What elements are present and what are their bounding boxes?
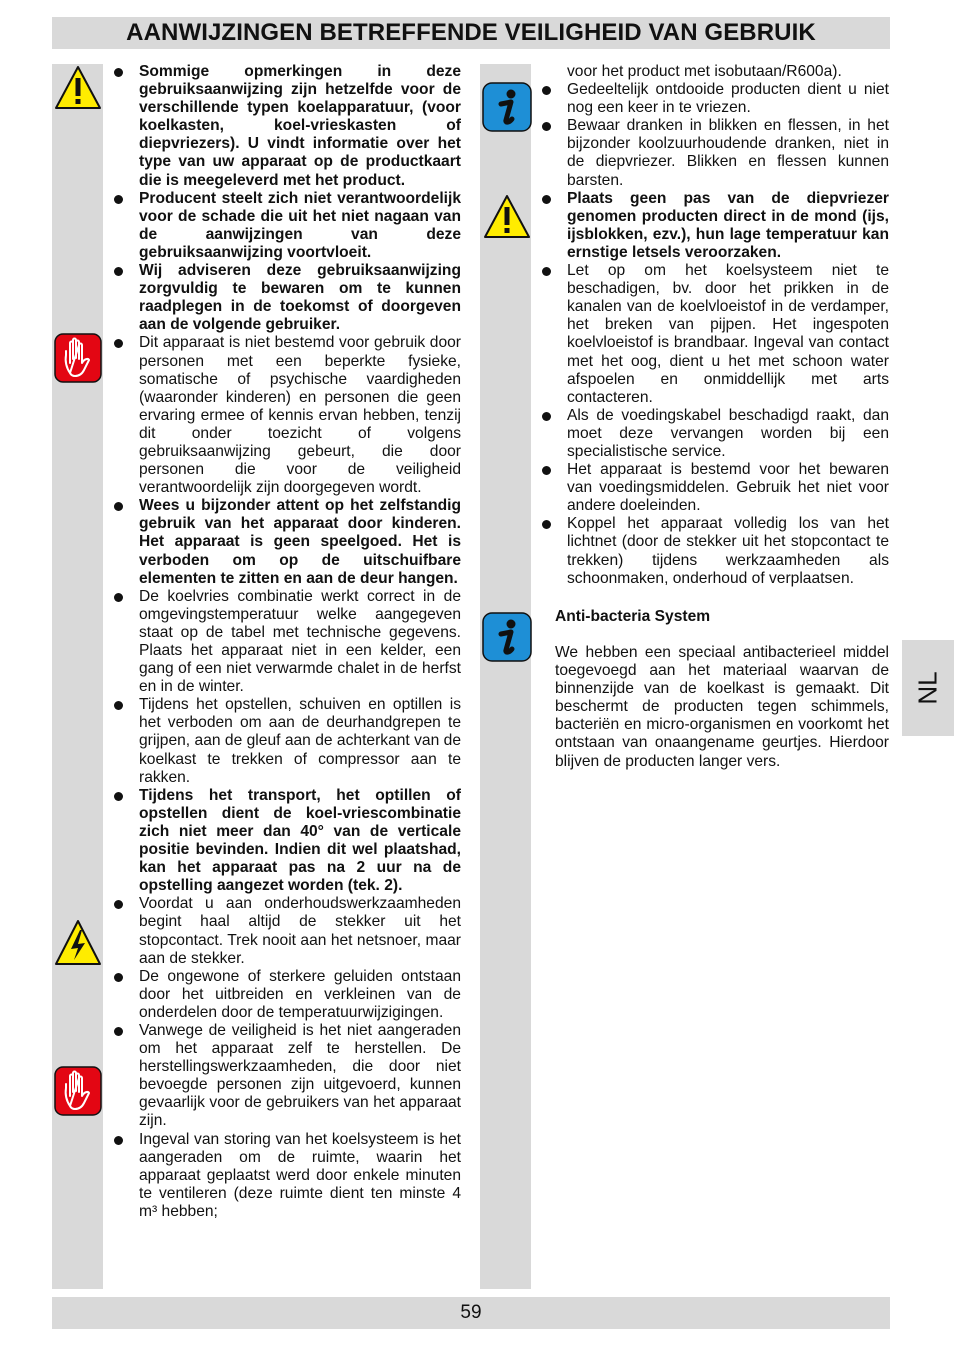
list-item: Producent steelt zich niet verantwoordelijk voor de schade die uit het niet nagaan van de aanwijzingen van deze gebruiksaanwijzing voortvloeit. — [114, 190, 461, 262]
list-item: Ingeval van storing van het koelsysteem is het aangeraden om de ruimte, waarin het apparaat geplaatst werd door enkele minuten te ventileren (deze ruimte dient ten minste 4 m³ hebben; — [114, 1131, 461, 1221]
language-tab — [902, 640, 954, 736]
list-item: Let op om het koelsysteem niet te beschadigen, bv. door het prikken in de kanalen van de koelvloeistof in de verdamper, het breken van pijpen. Het ingespoten koelvloeistof is brandbaar. Ingeval van contact met het oog, dient u het met schoon water afspoelen en onmiddellijk met arts contacteren. — [542, 262, 889, 407]
list-item: Voordat u aan onderhoudswerkzaamheden begint haal altijd de stekker uit het stopcontact. Trek nooit aan het netsnoer, maar aan de stekker. — [114, 895, 461, 967]
right-icon-strip — [480, 64, 531, 1289]
list-item: De ongewone of sterkere geluiden ontstaan door het uitbreiden en verkleinen van de onderdelen door de temperatuurwijzigingen. — [114, 968, 461, 1022]
stop-hand-icon — [54, 1066, 102, 1116]
info-icon — [482, 612, 532, 662]
list-item: Tijdens het transport, het optillen of opstellen dient de koel-vriescombinatie zich niet meer dan 40° van de verticale positie bevinden. Indien dit wel plaatshad, kan het apparaat pas na 2 uur na de opstelling aangezet worden (tek. 2). — [114, 787, 461, 896]
warning-icon — [54, 64, 102, 112]
list-item: De koelvries combinatie werkt correct in de omgevingstemperatuur welke aangegeven staat op de tabel met technische gegevens. Plaats het apparaat niet in een kelder, een gang of een niet verwarmde chalet in de herfst en in de winter. — [114, 588, 461, 697]
list-item: Tijdens het opstellen, schuiven en optillen is het verboden om aan de deurhandgrepen te grijpen, aan de gleuf aan de achterkant van de koelkast te trekken of compressor aan te rakken. — [114, 696, 461, 786]
stop-hand-icon — [54, 333, 102, 383]
right-text-column — [542, 63, 889, 588]
antibacteria-paragraph: We hebben een speciaal antibacterieel middel toegevoegd aan het materiaal waarvan de binnenzijde van de koelkast is gemaakt. Dit beschermt de producten tegen schimmels, bacteriën en micro-organismen en voorkomt het ontstaan van onaangename geurtjes. Hierdoor blijven de producten langer vers. — [555, 644, 889, 770]
list-item: Wees u bijzonder attent op het zelfstandig gebruik van het apparaat door kinderen. Het apparaat is geen speelgoed. Het is verboden om op de uitschuifbare elementen te zitten en aan de deur hangen. — [114, 497, 461, 587]
list-item: Vanwege de veiligheid is het niet aangeraden om het apparaat zelf te herstellen. De herstellingswerkzaamheden, die door niet bevoegde personen zijn uitgevoerd, kunnen gevaarlijk voor de gebruikers van het apparaat zijn. — [114, 1022, 461, 1131]
list-item: Gedeeltelijk ontdooide producten dient u niet nog een keer in te vriezen. — [542, 81, 889, 117]
left-bullet-list — [114, 63, 461, 1221]
warning-icon — [482, 193, 532, 241]
list-item: Bewaar dranken in blikken en flessen, in het bijzonder koolzuurhoudende dranken, niet in de diepvriezer. Blikken en flessen kunnen barsten. — [542, 117, 889, 189]
list-item: Als de voedingskabel beschadigd raakt, dan moet deze vervangen worden bij een specialistische service. — [542, 407, 889, 461]
list-item: Het apparaat is bestemd voor het bewaren van voedingsmiddelen. Gebruik het niet voor andere doeleinden. — [542, 461, 889, 515]
list-item: Plaats geen pas van de diepvriezer genomen producten direct in de mond (ijs, ijsblokken, ezv.), hun lage temperatuur kan ernstige letsels veroorzaken. — [542, 190, 889, 262]
list-item: Koppel het apparaat volledig los van het lichtnet (door de stekker uit het stopcontact te trekken) tijdens werkzaamheden als schoonmaken, onderhoud of verplaatsen. — [542, 515, 889, 587]
antibacteria-title: Anti-bacteria System — [555, 608, 711, 625]
list-item: Wij adviseren deze gebruiksaanwijzing zorgvuldig te bewaren om te kunnen raadplegen in de toekomst of doorgeven aan de volgende gebruiker. — [114, 262, 461, 334]
right-bullet-list — [542, 63, 889, 588]
left-text-column — [114, 63, 461, 1221]
language-label: NL — [912, 671, 943, 705]
page-number: 59 — [460, 1302, 482, 1323]
list-item: Sommige opmerkingen in deze gebruiksaanwijzing zijn hetzelfde voor de verschillende typen koelapparatuur, (voor koelkasten, koel-vrieskasten of diepvriezers). U vindt informatie over het type van uw apparaat op de productkaart die is meegeleverd met het product. — [114, 63, 461, 190]
list-item: voor het product met isobutaan/R600a). — [567, 63, 842, 80]
page-footer — [52, 1297, 890, 1329]
page-header — [52, 17, 890, 49]
page-title: AANWIJZINGEN BETREFFENDE VEILIGHEID VAN GEBRUIK — [126, 19, 816, 46]
list-item: Dit apparaat is niet bestemd voor gebruik door personen met een beperkte fysieke, somatische of psychische vaardigheden (waaronder kinderen) en personen die geen ervaring ermee of kennis ervan hebben, tenzij dit onder toezicht of volgens gebruiksaanwijzing gebeurt, die door personen die voor de veiligheid verantwoordelijk zijn doorgegeven wordt. — [114, 334, 461, 497]
electric-hazard-icon — [54, 918, 102, 968]
info-icon — [482, 82, 532, 132]
